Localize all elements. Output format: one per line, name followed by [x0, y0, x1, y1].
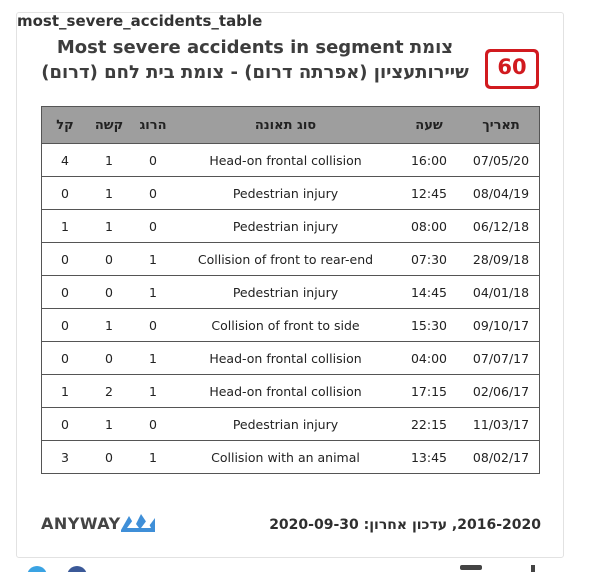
cell-hour: 13:45 — [410, 449, 448, 465]
cell-severe: 0 — [105, 449, 113, 465]
cell-severe: 1 — [88, 210, 130, 243]
cell-light: 0 — [42, 243, 89, 276]
cell-hour: 04:00 — [395, 342, 463, 375]
cell-accident-type: Pedestrian injury — [176, 276, 395, 309]
share-icon[interactable] — [26, 565, 48, 572]
cell-accident-type: Head-on frontal collision — [176, 144, 395, 177]
cell-accident-type: Head-on frontal collision — [176, 342, 395, 375]
cell-hour: 22:15 — [395, 408, 463, 441]
cell-severe: 2 — [88, 375, 130, 408]
cell-hour: 07:30 — [395, 243, 463, 276]
anyway-logo-icon — [119, 510, 157, 534]
accidents-table — [41, 106, 540, 474]
cell-killed: 1 — [130, 243, 176, 276]
road-number: 60 — [497, 55, 527, 79]
cell-light: 0 — [42, 177, 89, 210]
cell-date: 07/07/17 — [463, 342, 540, 375]
cell-date: 02/06/17 — [463, 375, 540, 408]
cell-accident-type: Head-on frontal collision — [176, 375, 395, 408]
table-header-row — [42, 107, 540, 144]
table-row — [42, 375, 540, 408]
cell-date: 08/04/19 — [463, 177, 540, 210]
cell-hour: 12:45 — [395, 177, 463, 210]
column-header-date: תאריך — [463, 107, 540, 144]
cell-severe: 0 — [88, 342, 130, 375]
more-icon[interactable] — [531, 565, 535, 572]
cell-accident-type: Pedestrian injury — [176, 177, 395, 210]
cell-killed: 1 — [130, 276, 176, 309]
column-header-hour: שעה — [395, 107, 463, 144]
cell-date: 04/01/18 — [463, 276, 540, 309]
cell-light: 1 — [42, 375, 89, 408]
cell-severe: 0 — [88, 276, 130, 309]
widget-title: צומת Most severe accidents in segment שיירותעציון (אפרתה דרום) - צומת בית לחם (דרום) — [41, 37, 469, 83]
cell-accident-type: Pedestrian injury — [176, 210, 395, 243]
cell-severe: 1 — [88, 144, 130, 177]
table-row — [42, 408, 540, 441]
cell-severe: 1 — [88, 177, 130, 210]
cell-killed: 1 — [130, 342, 176, 375]
widget-name: most_severe_accidents_table — [17, 12, 263, 30]
road-sign-inner — [488, 52, 536, 86]
cell-killed: 0 — [130, 177, 176, 210]
cell-date: 07/05/20 — [463, 144, 540, 177]
cell-hour: 16:00 — [395, 144, 463, 177]
column-header-light: קל — [42, 107, 89, 144]
table-row — [42, 309, 540, 342]
cell-light: 0 — [42, 276, 89, 309]
cell-hour: 08:00 — [395, 210, 463, 243]
cell-killed: 0 — [130, 144, 176, 177]
cell-severe: 1 — [88, 309, 130, 342]
cell-accident-type: Pedestrian injury — [176, 408, 395, 441]
road-sign-icon — [485, 49, 539, 89]
anyway-logo-text: ANYWAY — [41, 514, 121, 533]
cell-killed: 1 — [130, 375, 176, 408]
cell-hour: 17:15 — [395, 375, 463, 408]
cell-hour: 15:30 — [395, 309, 463, 342]
cell-light: 0 — [42, 408, 89, 441]
table-row — [42, 276, 540, 309]
table-row — [42, 144, 540, 177]
column-header-accident-type: סוג תאונה — [176, 107, 395, 144]
column-header-killed: הרוג — [130, 107, 176, 144]
column-header-severe: קשה — [88, 107, 130, 144]
cell-light: 1 — [42, 210, 89, 243]
table-row — [42, 441, 540, 474]
cell-date: 28/09/18 — [463, 243, 540, 276]
cell-accident-type: Collision of front to side — [176, 309, 395, 342]
cell-date: 06/12/18 — [463, 210, 540, 243]
table-row — [42, 177, 540, 210]
cell-date: 08/02/17 — [472, 449, 530, 465]
cell-date: 11/03/17 — [463, 408, 540, 441]
table-row — [42, 210, 540, 243]
cell-killed: 0 — [130, 210, 176, 243]
cell-light: 0 — [42, 342, 89, 375]
cell-light: 3 — [61, 449, 69, 465]
cell-hour: 14:45 — [395, 276, 463, 309]
download-icon[interactable] — [460, 565, 482, 570]
facebook-icon[interactable] — [66, 565, 88, 572]
cell-severe: 0 — [88, 243, 130, 276]
cell-light: 4 — [42, 144, 89, 177]
cell-severe: 1 — [88, 408, 130, 441]
date-range-update: 2016-2020, עדכון אחרון: 2020-09-30 — [269, 517, 541, 533]
cell-accident-type: Collision with an animal — [211, 449, 360, 465]
cell-accident-type: Collision of front to rear-end — [176, 243, 395, 276]
cell-killed: 0 — [130, 408, 176, 441]
cell-date: 09/10/17 — [463, 309, 540, 342]
cell-killed: 1 — [149, 449, 157, 465]
table-row — [42, 342, 540, 375]
table-row — [42, 243, 540, 276]
cell-killed: 0 — [130, 309, 176, 342]
cell-light: 0 — [42, 309, 89, 342]
